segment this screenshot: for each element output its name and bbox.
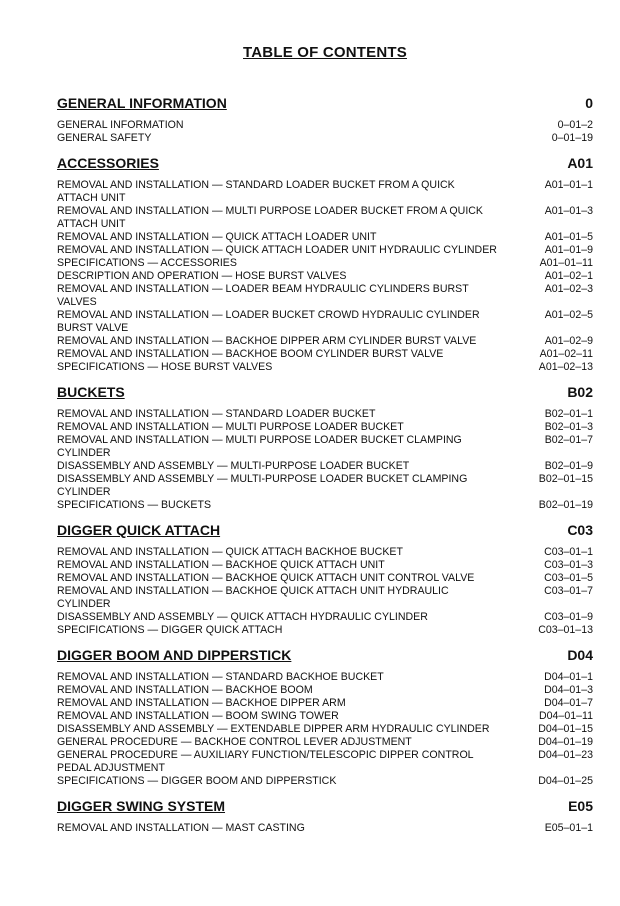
toc-entry [57, 119, 593, 132]
entry-title: REMOVAL AND INSTALLATION — BACKHOE DIPPER ARM [57, 697, 346, 709]
entry-page-number: C03–01–13 [538, 624, 593, 636]
entry-page-number: B02–01–19 [538, 499, 593, 511]
section-title: BUCKETS [57, 384, 125, 400]
entry-title: DESCRIPTION AND OPERATION — HOSE BURST VALVES [57, 270, 347, 282]
toc-section [57, 520, 593, 637]
toc-entry [57, 499, 593, 512]
section-code: C03 [567, 522, 593, 538]
entry-title: REMOVAL AND INSTALLATION — QUICK ATTACH LOADER UNIT HYDRAULIC CYLINDER [57, 244, 497, 256]
section-title: DIGGER SWING SYSTEM [57, 798, 226, 814]
entry-page-number: A01–01–11 [539, 257, 593, 269]
entry-page-number: A01–02–13 [538, 361, 593, 373]
section-title: GENERAL INFORMATION [57, 95, 227, 111]
entry-title: DISASSEMBLY AND ASSEMBLY — MULTI-PURPOSE LOADER BUCKET [57, 460, 410, 472]
entry-page-number: A01–02–5 [544, 309, 593, 321]
entry-title: REMOVAL AND INSTALLATION — BACKHOE QUICK ATTACH UNIT [57, 559, 385, 571]
entry-title: SPECIFICATIONS — BUCKETS [57, 499, 212, 511]
entry-page-number: A01–01–5 [544, 231, 593, 243]
entry-page-number: D04–01–7 [544, 697, 593, 709]
toc-entry [57, 460, 593, 473]
toc-entry [57, 231, 593, 244]
entry-title: REMOVAL AND INSTALLATION — BACKHOE BOOM [57, 684, 313, 696]
entry-page-number: D04–01–3 [544, 684, 593, 696]
toc-entry [57, 585, 593, 611]
entry-title: REMOVAL AND INSTALLATION — QUICK ATTACH BACKHOE BUCKET [57, 546, 403, 558]
entry-page-number: E05–01–1 [544, 822, 593, 834]
entry-title: DISASSEMBLY AND ASSEMBLY — QUICK ATTACH HYDRAULIC CYLINDER [57, 611, 428, 623]
section-title: ACCESSORIES [57, 155, 159, 171]
toc-section [57, 796, 593, 835]
entry-page-number: A01–01–9 [544, 244, 593, 256]
toc-section [57, 153, 593, 374]
section-code: D04 [567, 647, 593, 663]
entry-page-number: B02–01–3 [544, 421, 593, 433]
section-header [57, 645, 593, 665]
entry-title: REMOVAL AND INSTALLATION — BACKHOE BOOM CYLINDER BURST VALVE [57, 348, 444, 360]
entry-title: REMOVAL AND INSTALLATION — STANDARD LOADER BUCKET FROM A QUICK ATTACH UNIT [57, 179, 455, 204]
entry-title: REMOVAL AND INSTALLATION — MAST CASTING [57, 822, 305, 834]
entry-page-number: C03–01–3 [544, 559, 593, 571]
entry-page-number: D04–01–11 [539, 710, 593, 722]
entry-page-number: D04–01–23 [538, 749, 593, 761]
toc-entry [57, 473, 593, 499]
entry-title: REMOVAL AND INSTALLATION — BACKHOE QUICK ATTACH UNIT HYDRAULIC CYLINDER [57, 585, 449, 610]
section-header [57, 382, 593, 402]
entry-title: GENERAL SAFETY [57, 132, 152, 144]
toc-entry [57, 257, 593, 270]
entry-page-number: A01–01–3 [544, 205, 593, 217]
entry-title: SPECIFICATIONS — DIGGER BOOM AND DIPPERSTICK [57, 775, 337, 787]
toc-entry [57, 434, 593, 460]
entry-title: DISASSEMBLY AND ASSEMBLY — MULTI-PURPOSE LOADER BUCKET CLAMPING CYLINDER [57, 473, 468, 498]
toc-entry [57, 361, 593, 374]
toc-entry [57, 408, 593, 421]
entry-page-number: A01–02–11 [539, 348, 593, 360]
entry-page-number: D04–01–19 [538, 736, 593, 748]
entry-page-number: A01–02–1 [544, 270, 593, 282]
toc-entry [57, 697, 593, 710]
entry-page-number: C03–01–5 [544, 572, 593, 584]
entry-title: REMOVAL AND INSTALLATION — LOADER BUCKET CROWD HYDRAULIC CYLINDER BURST VALVE [57, 309, 480, 334]
entry-page-number: 0–01–19 [551, 132, 593, 144]
toc-entry [57, 179, 593, 205]
entry-title: REMOVAL AND INSTALLATION — BACKHOE DIPPER ARM CYLINDER BURST VALVE [57, 335, 477, 347]
toc-section [57, 382, 593, 512]
entry-title: REMOVAL AND INSTALLATION — STANDARD BACKHOE BUCKET [57, 671, 384, 683]
page-title: TABLE OF CONTENTS [243, 44, 407, 61]
entry-title: SPECIFICATIONS — DIGGER QUICK ATTACH [57, 624, 283, 636]
section-code: A01 [567, 155, 593, 171]
toc-section [57, 93, 593, 145]
entry-page-number: C03–01–1 [544, 546, 593, 558]
entry-page-number: C03–01–9 [544, 611, 593, 623]
toc-entry [57, 749, 593, 775]
section-header [57, 153, 593, 173]
section-title: DIGGER BOOM AND DIPPERSTICK [57, 647, 292, 663]
entry-title: GENERAL PROCEDURE — AUXILIARY FUNCTION/TELESCOPIC DIPPER CONTROL PEDAL ADJUSTMENT [57, 749, 474, 774]
section-header [57, 520, 593, 540]
entry-page-number: C03–01–7 [544, 585, 593, 597]
entry-title: REMOVAL AND INSTALLATION — QUICK ATTACH LOADER UNIT [57, 231, 377, 243]
toc-entry [57, 335, 593, 348]
toc-entry [57, 132, 593, 145]
entry-title: GENERAL PROCEDURE — BACKHOE CONTROL LEVER ADJUSTMENT [57, 736, 412, 748]
section-header [57, 796, 593, 816]
toc-entry [57, 244, 593, 257]
toc-entry [57, 572, 593, 585]
entry-title: SPECIFICATIONS — ACCESSORIES [57, 257, 237, 269]
entry-title: REMOVAL AND INSTALLATION — STANDARD LOADER BUCKET [57, 408, 376, 420]
entry-title: DISASSEMBLY AND ASSEMBLY — EXTENDABLE DIPPER ARM HYDRAULIC CYLINDER [57, 723, 490, 735]
entry-page-number: 0–01–2 [557, 119, 593, 131]
toc-entry [57, 723, 593, 736]
toc-entry [57, 270, 593, 283]
section-code: B02 [567, 384, 593, 400]
section-code: 0 [585, 95, 593, 111]
toc-entry [57, 309, 593, 335]
entry-title: GENERAL INFORMATION [57, 119, 184, 131]
section-header [57, 93, 593, 113]
entry-title: SPECIFICATIONS — HOSE BURST VALVES [57, 361, 273, 373]
entry-title: REMOVAL AND INSTALLATION — BACKHOE QUICK ATTACH UNIT CONTROL VALVE [57, 572, 475, 584]
entry-title: REMOVAL AND INSTALLATION — MULTI PURPOSE LOADER BUCKET FROM A QUICK ATTACH UNIT [57, 205, 483, 230]
toc-entry [57, 822, 593, 835]
entry-title: REMOVAL AND INSTALLATION — MULTI PURPOSE LOADER BUCKET CLAMPING CYLINDER [57, 434, 462, 459]
entry-page-number: D04–01–1 [544, 671, 593, 683]
section-code: E05 [568, 798, 593, 814]
toc-list [57, 93, 593, 843]
entry-page-number: A01–01–1 [544, 179, 593, 191]
toc-entry [57, 611, 593, 624]
toc-entry [57, 671, 593, 684]
entry-page-number: B02–01–15 [538, 473, 593, 485]
entry-page-number: B02–01–9 [544, 460, 593, 472]
entry-title: REMOVAL AND INSTALLATION — MULTI PURPOSE LOADER BUCKET [57, 421, 404, 433]
entry-page-number: B02–01–7 [544, 434, 593, 446]
entry-page-number: D04–01–25 [538, 775, 593, 787]
toc-entry [57, 710, 593, 723]
toc-entry [57, 736, 593, 749]
entry-title: REMOVAL AND INSTALLATION — LOADER BEAM HYDRAULIC CYLINDERS BURST VALVES [57, 283, 469, 308]
entry-page-number: A01–02–3 [544, 283, 593, 295]
toc-entry [57, 348, 593, 361]
entry-title: REMOVAL AND INSTALLATION — BOOM SWING TOWER [57, 710, 339, 722]
toc-entry [57, 624, 593, 637]
entry-page-number: D04–01–15 [538, 723, 593, 735]
entry-page-number: A01–02–9 [544, 335, 593, 347]
toc-entry [57, 684, 593, 697]
toc-entry [57, 559, 593, 572]
section-title: DIGGER QUICK ATTACH [57, 522, 221, 538]
entry-page-number: B02–01–1 [544, 408, 593, 420]
toc-entry [57, 775, 593, 788]
toc-entry [57, 421, 593, 434]
toc-entry [57, 283, 593, 309]
toc-entry [57, 546, 593, 559]
toc-section [57, 645, 593, 788]
toc-entry [57, 205, 593, 231]
